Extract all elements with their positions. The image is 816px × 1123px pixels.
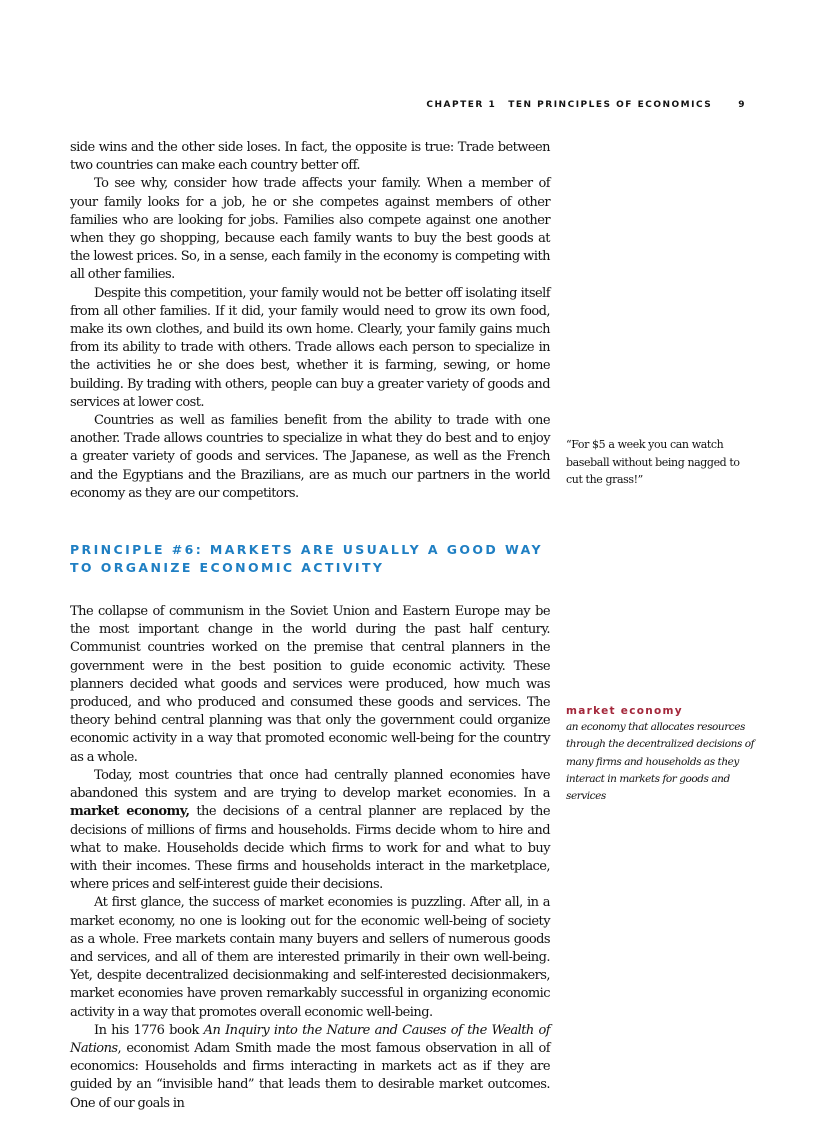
book-title: An Inquiry into the Nature and Causes of the Wealth of Nations — [70, 1022, 551, 1056]
chapter-label: CHAPTER 1 — [426, 100, 497, 110]
paragraph: To see why, consider how trade affects your family. When a member of your family looks for a job, he or she competes against members of other families who are looking for jobs. Families also compete against one another when they go shopping, because each family wants to buy the best goods at the lowest prices. So, in a sense, each family in the economy is competing with all other families. — [70, 176, 550, 283]
chapter-title: TEN PRINCIPLES OF ECONOMICS — [508, 100, 713, 110]
margin-caption: “For $5 a week you can watch baseball without being nagged to cut the grass!” — [566, 438, 740, 486]
section-heading-line: PRINCIPLE #6: MARKETS ARE USUALLY A GOOD WAY — [70, 542, 543, 558]
section-heading — [70, 541, 550, 577]
margin-definition — [566, 703, 756, 805]
definition-term: market economy — [566, 705, 683, 717]
paragraph: The collapse of communism in the Soviet Union and Eastern Europe may be the most important change in the world during the past half century. Communist countries worked on the premise that central planners in the government were in the best position to guide economic activity. These planners decided what goods and services were produced, how much was produced, and who produced and consumed these goods and services. The theory behind central planning was that only the government could organize economic activity in a way that promoted economic well-being for the country as a whole. — [70, 604, 550, 765]
page-number: 9 — [738, 100, 746, 110]
paragraph-text: , economist Adam Smith made the most famous observation in all of economics: Households and firms interacting in markets act as if they are guided by an “invisible hand” that leads them to desirable market outcomes. One of our goals in — [70, 1040, 550, 1111]
paragraph: Despite this competition, your family would not be better off isolating itself from all other families. If it did, your family would need to grow its own food, make its own clothes, and build its own home. Clearly, your family gains much from its ability to trade with others. Trade allows each person to specialize in the activities he or she does best, whether it is farming, sewing, or home building. By trading with others, people can buy a greater variety of goods and services at lower cost. — [70, 285, 550, 410]
paragraph — [70, 767, 550, 894]
paragraph-text: In his 1776 book — [94, 1022, 204, 1038]
paragraph-text: Today, most countries that once had centrally planned economies have abandoned this system and are trying to develop market economies. In a — [70, 767, 550, 802]
key-term: market economy, — [70, 804, 190, 820]
main-text-column — [70, 139, 550, 1113]
paragraph — [70, 1022, 550, 1113]
paragraph: Countries as well as families benefit from the ability to trade with one another. Trade allows countries to specialize in what they do best and to enjoy a greater variety of goods and services. The Japanese, as well as the French and the Egyptians and the Brazilians, are as much our partners in the world economy as they are our competitors. — [70, 413, 550, 501]
paragraph: At first glance, the success of market economies is puzzling. After all, in a market economy, no one is looking out for the economic well-being of society as a whole. Free markets contain many buyers and sellers of numerous goods and services, and all of them are interested primarily in their own well-being. Yet, despite decentralized decisionmaking and self-interested decisionmakers, market economies have proven remarkably successful in organizing economic activity in a way that promotes overall economic well-being. — [70, 895, 550, 1020]
section-heading-line: TO ORGANIZE ECONOMIC ACTIVITY — [70, 560, 385, 576]
paragraph: side wins and the other side loses. In fact, the opposite is true: Trade between two countries can make each country better off. — [70, 140, 550, 174]
definition-text: an economy that allocates resources through the decentralized decisions of many firms and households as they interact in markets for goods and services — [566, 721, 755, 803]
paragraph-text: the decisions of a central planner are replaced by the decisions of millions of firms and households. Firms decide whom to hire and what to make. Households decide which firms to work for and what to buy with their incomes. These firms and households interact in the marketplace, where prices and self-interest guide their decisions. — [70, 804, 550, 893]
running-head — [426, 100, 746, 110]
